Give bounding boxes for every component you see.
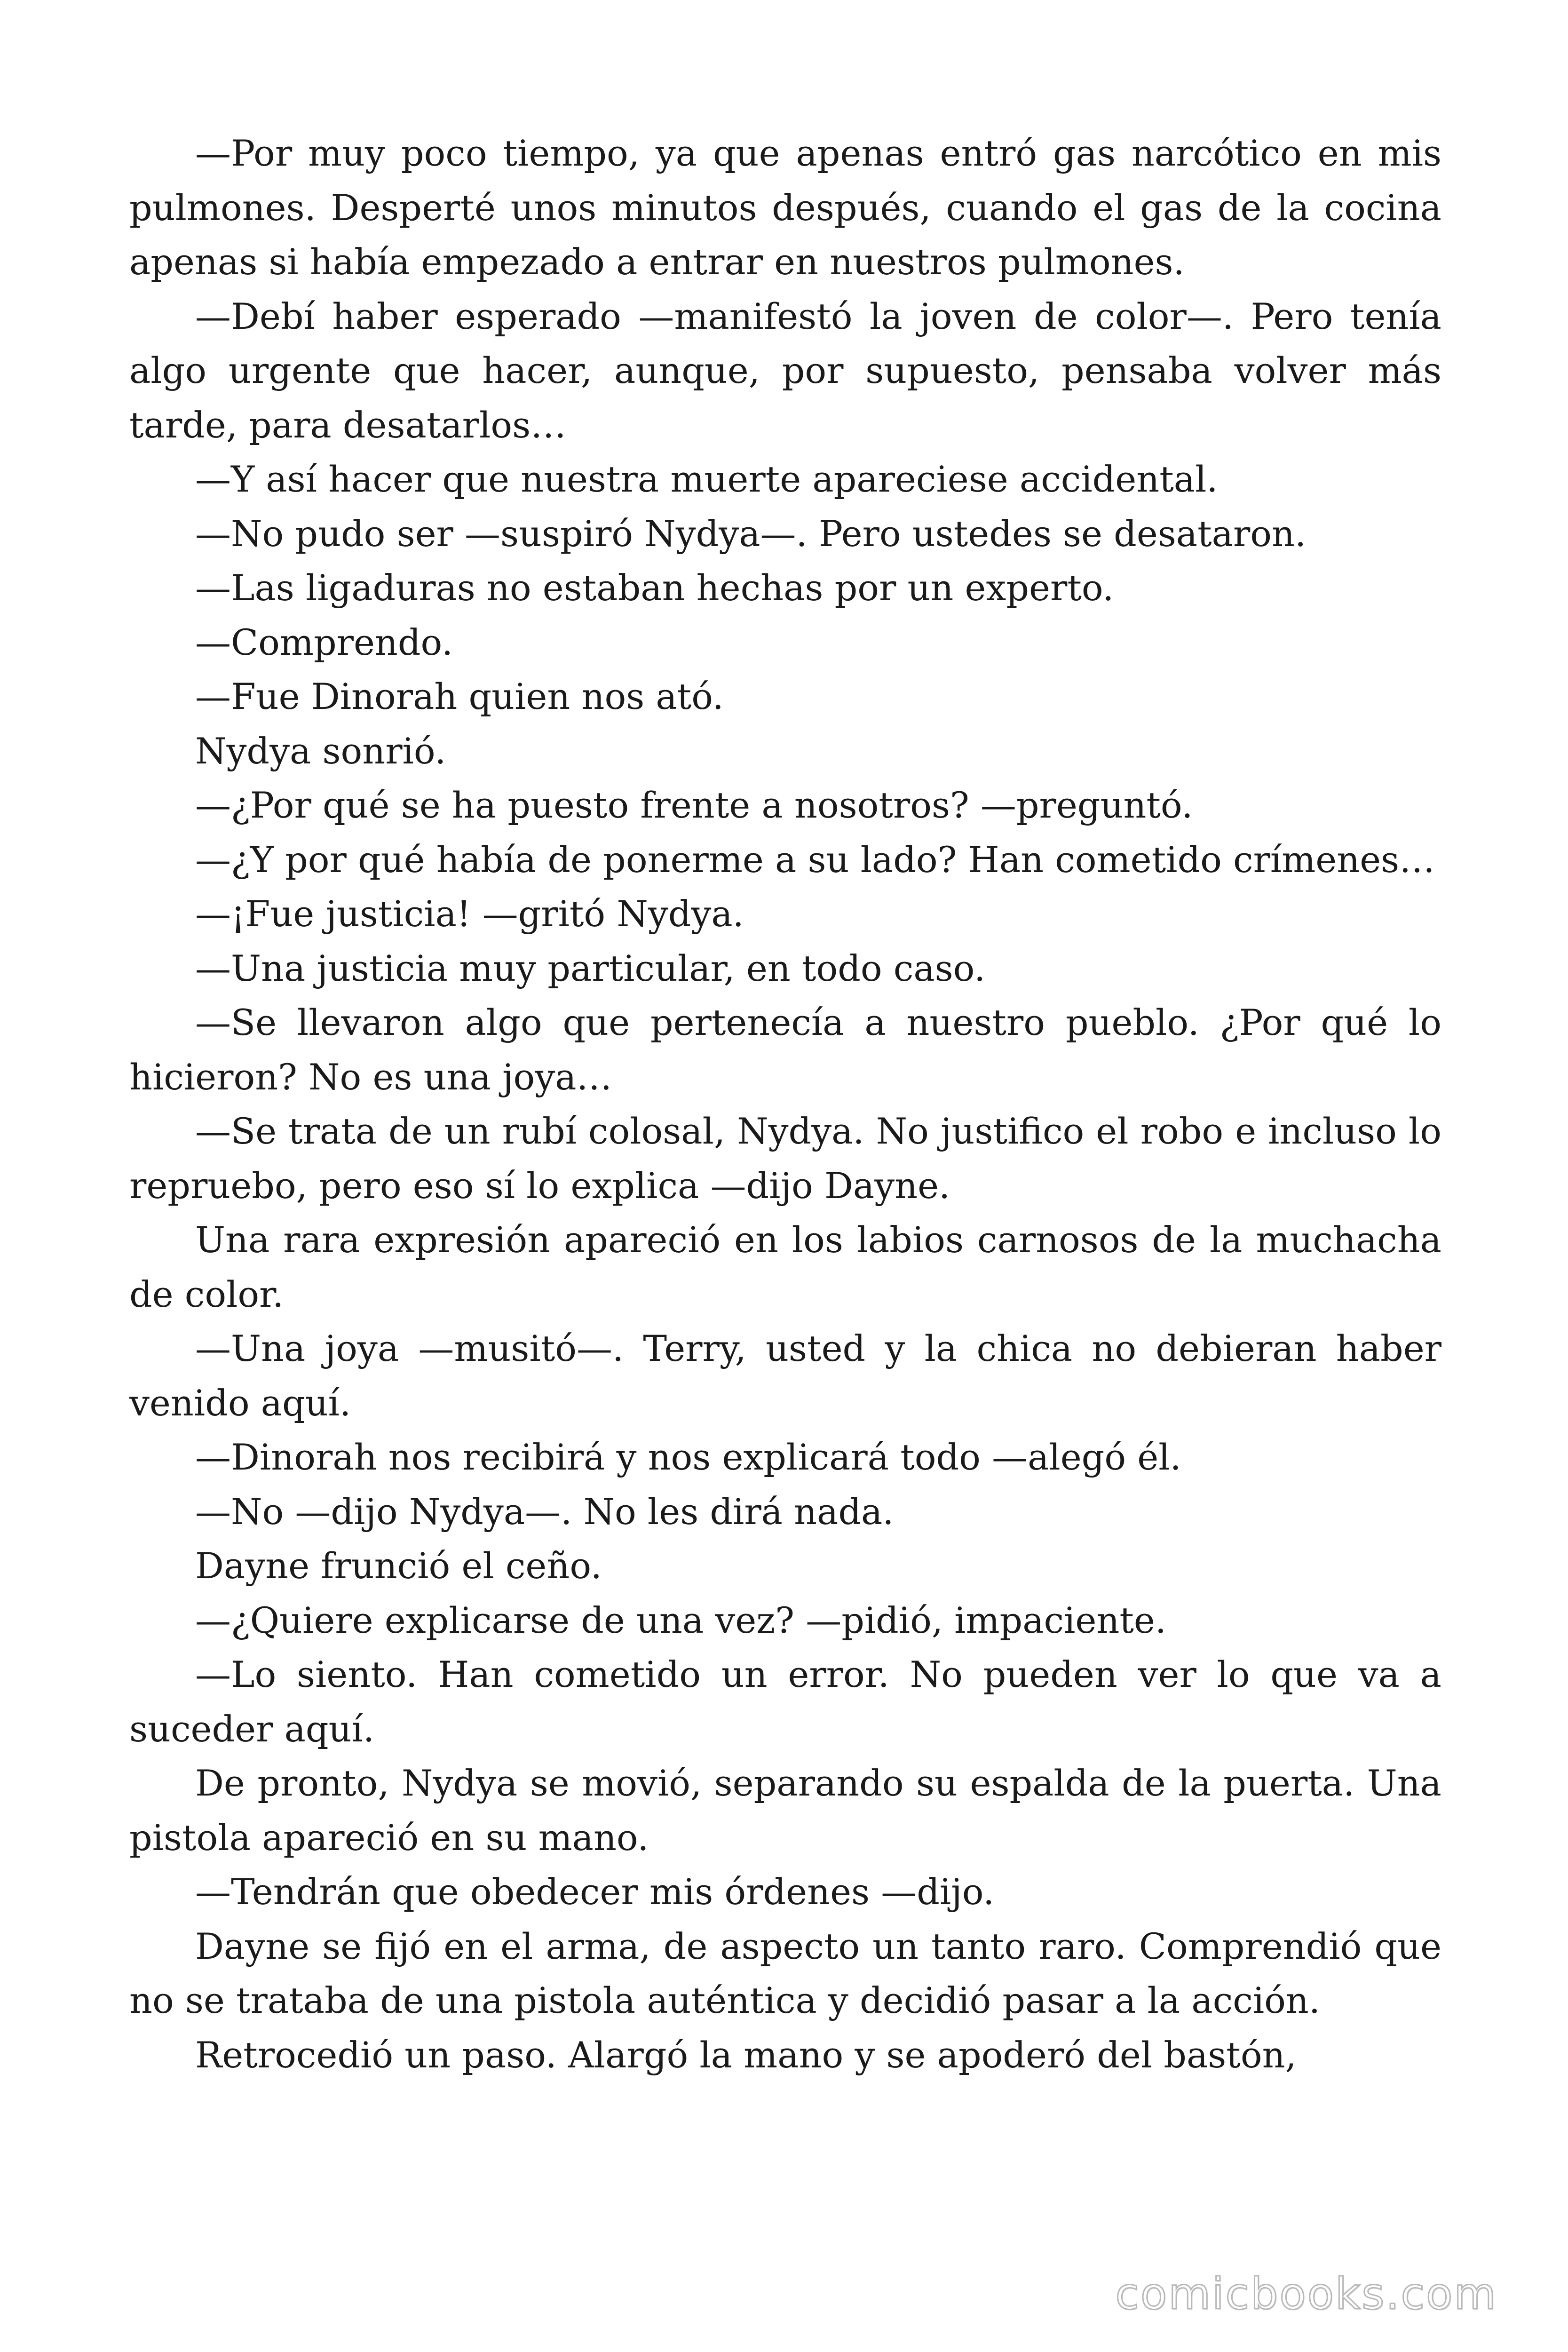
paragraph: Una rara expresión apareció en los labios carnosos de la muchacha de color.	[129, 1219, 1441, 1315]
paragraph: —Comprendo.	[195, 621, 453, 663]
paragraph: —Una joya —musitó—. Terry, usted y la chica no debieran haber venido aquí.	[129, 1327, 1441, 1424]
paragraph: De pronto, Nydya se movió, separando su espalda de la puerta. Una pistola apareció en su mano.	[129, 1762, 1441, 1859]
paragraph: —¿Y por qué había de ponerme a su lado? Han cometido crímenes…	[195, 838, 1435, 881]
paragraph: Nydya sonrió.	[195, 730, 446, 772]
paragraph: Dayne frunció el ceño.	[195, 1545, 602, 1587]
paragraph: Dayne se fijó en el arma, de aspecto un tanto raro. Comprendió que no se trataba de una pistola auténtica y decidió pasar a la acción.	[129, 1925, 1441, 2021]
paragraph: —Debí haber esperado —manifestó la joven de color—. Pero tenía algo urgente que hacer, aunque, por supuesto, pensaba volver más tarde, para desatarlos…	[129, 295, 1441, 446]
paragraph: —¡Fue justicia! —gritó Nydya.	[195, 893, 744, 935]
paragraph: —Dinorah nos recibirá y nos explicará todo —alegó él.	[195, 1436, 1181, 1478]
paragraph: —¿Por qué se ha puesto frente a nosotros? —preguntó.	[195, 784, 1193, 826]
paragraph: —¿Quiere explicarse de una vez? —pidió, impaciente.	[195, 1599, 1166, 1641]
paragraph: —Fue Dinorah quien nos ató.	[195, 675, 724, 717]
paragraph: —Se llevaron algo que pertenecía a nuestro pueblo. ¿Por qué lo hicieron? No es una joya…	[129, 1001, 1441, 1098]
paragraph: —Las ligaduras no estaban hechas por un experto.	[195, 567, 1114, 609]
paragraph: Retrocedió un paso. Alargó la mano y se apoderó del bastón,	[195, 2034, 1297, 2076]
body-text	[129, 126, 1441, 2082]
paragraph: —Una justicia muy particular, en todo caso.	[195, 947, 986, 989]
paragraph: —No —dijo Nydya—. No les dirá nada.	[195, 1490, 894, 1533]
paragraph: —Lo siento. Han cometido un error. No pueden ver lo que va a suceder aquí.	[129, 1653, 1441, 1750]
paragraph: —Tendrán que obedecer mis órdenes —dijo.	[195, 1871, 995, 1913]
paragraph: —Se trata de un rubí colosal, Nydya. No justifico el robo e incluso lo repruebo, pero eso sí lo explica —dijo Dayne.	[129, 1110, 1441, 1207]
paragraph: —Por muy poco tiempo, ya que apenas entró gas narcótico en mis pulmones. Desperté unos minutos después, cuando el gas de la cocina apenas si había empezado a entrar en nuestros pulmones.	[129, 132, 1441, 283]
paragraph: —No pudo ser —suspiró Nydya—. Pero ustedes se desataron.	[195, 512, 1307, 555]
paragraph: —Y así hacer que nuestra muerte apareciese accidental.	[195, 458, 1218, 500]
watermark: comicbooks.com	[1115, 2269, 1497, 2319]
